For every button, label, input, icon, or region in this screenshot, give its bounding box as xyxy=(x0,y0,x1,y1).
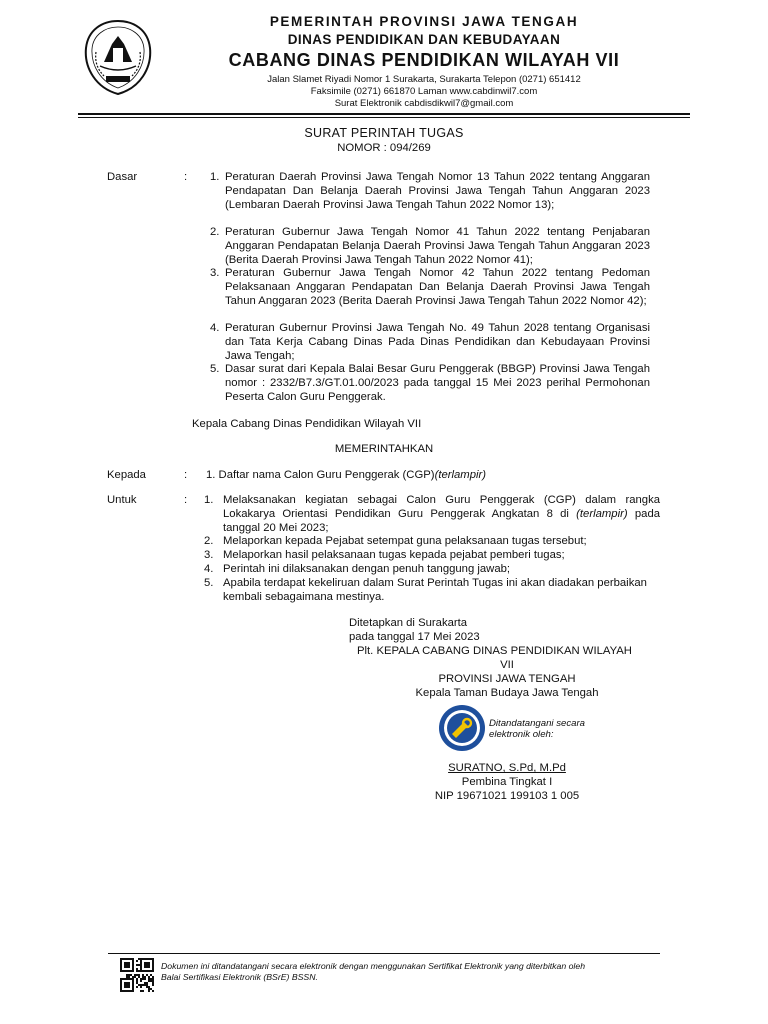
esign-caption-line-1: Ditandatangani secara xyxy=(489,718,586,729)
dasar-item-number: 3. xyxy=(210,267,220,279)
dasar-item-text: Dasar surat dari Kepala Balai Besar Guru Penggerak (BBGP) Provinsi Jawa Tengah nomor : 2332/B7.3/GT.01.00/2023 pada tanggal 15 Mei 2023 perihal Permohonan Peserta Calon Guru Penggerak. xyxy=(225,363,650,403)
document-number: NOMOR : 094/269 xyxy=(337,142,431,154)
sign-place: Ditetapkan di Surakarta xyxy=(349,617,468,629)
issuer-line: Kepala Cabang Dinas Pendidikan Wilayah VII xyxy=(192,418,422,430)
kepada-colon: : xyxy=(184,469,188,481)
untuk-colon: : xyxy=(184,494,188,506)
signer-nip: NIP 19671021 199103 1 005 xyxy=(434,790,580,802)
letterhead-department: DINAS PENDIDIKAN DAN KEBUDAYAAN xyxy=(287,32,561,47)
untuk-item-note: (terlampir) xyxy=(576,507,628,520)
sign-date: pada tanggal 17 Mei 2023 xyxy=(349,631,480,643)
dasar-item-number: 1. xyxy=(210,171,220,183)
untuk-item-number: 2. xyxy=(204,535,214,547)
footer-note-line-1: Dokumen ini ditandatangani secara elektronik dengan menggunakan Sertifikat Elektronik yang diterbitkan oleh xyxy=(161,961,586,971)
kepada-item xyxy=(206,469,486,483)
signer-rank: Pembina Tingkat I xyxy=(461,776,553,788)
letterhead-government: PEMERINTAH PROVINSI JAWA TENGAH xyxy=(269,14,579,29)
dasar-item-number: 5. xyxy=(210,363,220,375)
dasar-item-text: Peraturan Gubernur Provinsi Jawa Tengah No. 49 Tahun 2028 tentang Organisasi dan Tata Kerja Cabang Dinas Pada Dinas Pendidikan dan Kebudayaan Provinsi Jawa Tengah; xyxy=(225,322,650,362)
untuk-item-1 xyxy=(204,494,660,535)
header-rule-thick xyxy=(78,113,690,115)
footer-rule xyxy=(108,953,660,954)
untuk-item-4 xyxy=(204,563,660,577)
sign-position-2: VII xyxy=(500,659,514,671)
footer-note xyxy=(161,961,681,983)
untuk-item-text: Melaporkan hasil pelaksanaan tugas kepada pejabat pemberi tugas; xyxy=(223,549,565,561)
dasar-item-text: Peraturan Gubernur Jawa Tengah Nomor 41 Tahun 2022 tentang Penjabaran Anggaran Pendapatan Belanja Daerah Provinsi Jawa Tengah Tahun Anggaran 2023 (Berita Daerah Provinsi Jawa Tengah Tahun 2022 Nomor 41); xyxy=(225,226,650,266)
dasar-item-number: 2. xyxy=(210,226,220,238)
kepada-label: Kepada xyxy=(107,469,146,481)
kepada-item-note: (terlampir) xyxy=(434,469,487,481)
esign-caption-line-2: elektronik oleh: xyxy=(489,729,554,740)
untuk-item-2 xyxy=(204,535,660,549)
untuk-item-number: 4. xyxy=(204,563,214,575)
bsre-seal-icon xyxy=(438,704,486,752)
dasar-item-5 xyxy=(210,363,650,404)
untuk-item-number: 5. xyxy=(204,577,214,589)
document-title: SURAT PERINTAH TUGAS xyxy=(304,126,464,140)
untuk-item-5 xyxy=(204,577,674,605)
dasar-item-3 xyxy=(210,267,650,308)
letterhead-address: Jalan Slamet Riyadi Nomor 1 Surakarta, Surakarta Telepon (0271) 651412 xyxy=(267,74,581,85)
letterhead-fax: Faksimile (0271) 661870 Laman www.cabdinwil7.com xyxy=(310,86,538,97)
untuk-item-number: 1. xyxy=(204,494,214,506)
letterhead-office: CABANG DINAS PENDIDIKAN WILAYAH VII xyxy=(228,50,620,70)
dasar-item-text: Peraturan Gubernur Jawa Tengah Nomor 42 Tahun 2022 tentang Pedoman Pelaksanaan Anggaran Pendapatan Dan Belanja Daerah Provinsi Jawa Tengah Tahun Anggaran 2023 (Berita Daerah Provinsi Jawa Tengah Tahun 2022 Nomor 42); xyxy=(225,267,650,307)
dasar-item-text: Peraturan Daerah Provinsi Jawa Tengah Nomor 13 Tahun 2022 tentang Anggaran Pendapatan Dan Belanja Daerah Provinsi Jawa Tengah Tahun Anggaran 2023 (Lembaran Daerah Provinsi Jawa Tengah Tahun 2022 Nomor 13); xyxy=(225,171,650,211)
esign-caption xyxy=(489,718,585,740)
untuk-item-3 xyxy=(204,549,660,563)
footer-note-line-2: Balai Sertifikasi Elektronik (BSrE) BSSN. xyxy=(161,972,318,982)
kepada-item-text: 1. Daftar nama Calon Guru Penggerak (CGP) xyxy=(206,469,435,481)
dasar-item-4 xyxy=(210,322,650,363)
dasar-item-2 xyxy=(210,226,650,267)
sign-position-3: PROVINSI JAWA TENGAH xyxy=(438,673,576,685)
untuk-item-text: Perintah ini dilaksanakan dengan penuh tanggung jawab; xyxy=(223,563,511,575)
sign-position-4: Kepala Taman Budaya Jawa Tengah xyxy=(415,687,599,699)
dasar-item-1 xyxy=(210,171,650,212)
signer-name: SURATNO, S.Pd, M.Pd xyxy=(448,762,566,774)
untuk-item-number: 3. xyxy=(204,549,214,561)
command-heading: MEMERINTAHKAN xyxy=(334,443,434,455)
dasar-item-number: 4. xyxy=(210,322,220,334)
qr-code-icon xyxy=(120,958,154,992)
untuk-item-text: Apabila terdapat kekeliruan dalam Surat Perintah Tugas ini akan diadakan perbaikan kembali sebagaimana mestinya. xyxy=(223,577,647,603)
untuk-item-text: Melaporkan kepada Pejabat setempat guna pelaksanaan tugas tersebut; xyxy=(223,535,587,547)
letterhead-email: Surat Elektronik cabdisdikwil7@gmail.com xyxy=(334,98,514,109)
dasar-label: Dasar xyxy=(107,171,138,183)
header-rule-thin xyxy=(78,117,690,118)
untuk-item-date: pada tanggal 20 Mei 2023; xyxy=(223,507,661,534)
untuk-label: Untuk xyxy=(107,494,137,506)
dasar-colon: : xyxy=(184,171,188,183)
untuk-item-text: Melaksanakan kegiatan sebagai Calon Guru Penggerak (CGP) dalam rangka Lokakarya Orientasi Pendidikan Guru Penggerak Angkatan 8 di xyxy=(223,494,660,520)
sign-position-1: Plt. KEPALA CABANG DINAS PENDIDIKAN WILAYAH xyxy=(357,645,632,657)
